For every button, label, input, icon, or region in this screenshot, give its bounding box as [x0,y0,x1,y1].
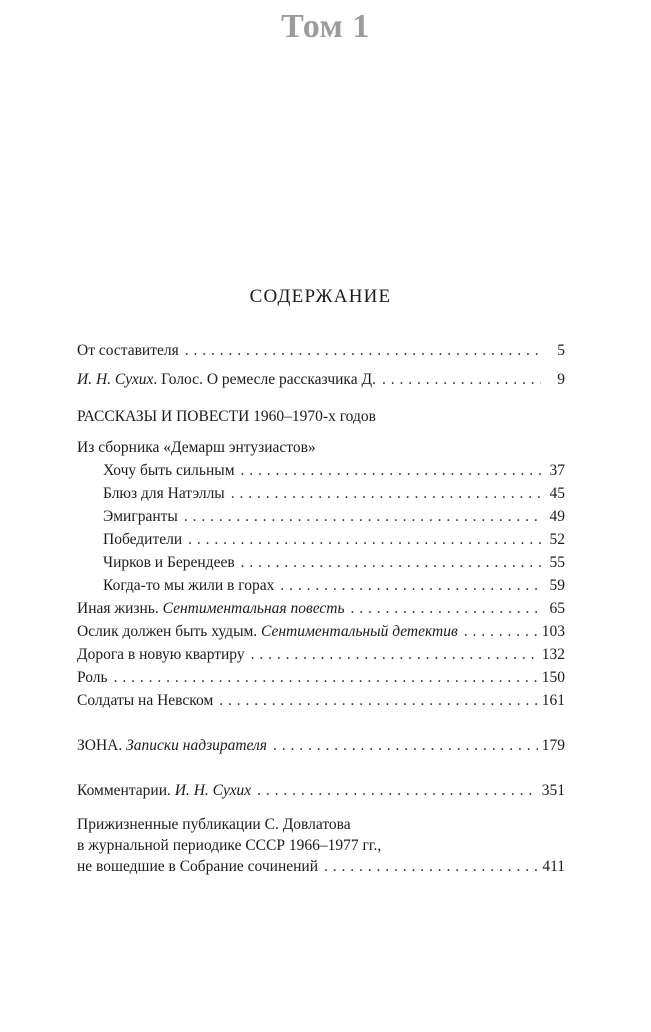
toc-entry[interactable] [77,643,565,666]
toc-page-number: 132 [541,646,565,663]
dot-leader [280,574,541,597]
toc-entry[interactable] [77,505,565,528]
toc-entry-title: Чирков и Берендеев [103,554,235,571]
toc-title-main: Ослик должен быть худым. [77,623,262,640]
toc-entry-title: Роль [77,669,108,686]
toc-title-main: Иная жизнь. [77,600,163,617]
toc-entry-title [77,368,376,391]
toc-page-number: 179 [541,737,565,754]
toc-title-main: ЗОНА. [77,737,127,754]
table-of-contents [77,339,565,877]
toc-page-number: 5 [557,342,565,359]
toc-entry-line: Прижизненные публикации С. Довлатова [77,816,351,833]
toc-author-italic: И. Н. Сухих [77,371,154,388]
toc-entry-title: Солдаты на Невском [77,692,214,709]
toc-page-number: 103 [541,623,565,640]
toc-entry-publications[interactable] [77,814,565,877]
toc-entry-title: Победители [103,531,183,548]
toc-entry-title: Дорога в новую квартиру [77,646,245,663]
dot-leader [382,368,541,391]
toc-entry-title: Когда-то мы жили в горах [103,577,275,594]
volume-title: Том 1 [281,8,370,45]
toc-page-number: 351 [541,782,565,799]
toc-page-number: 161 [541,692,565,709]
toc-entry-compiler-note[interactable] [77,339,565,362]
dot-leader [185,339,541,362]
collection-heading: Из сборника «Демарш энтузиастов» [77,439,316,456]
toc-entry[interactable] [77,574,565,597]
toc-page-number: 49 [549,508,565,525]
toc-entry[interactable] [77,597,565,620]
toc-entry-title [77,779,251,802]
toc-page-number: 65 [549,600,565,617]
dot-leader [241,551,541,574]
toc-subtitle-italic: Сентиментальная повесть [162,600,345,617]
toc-entry-line: в журнальной периодике СССР 1966–1977 гг., [77,837,382,854]
toc-entry[interactable] [77,551,565,574]
toc-page-number: 55 [549,554,565,571]
toc-entry-essay[interactable] [77,368,565,391]
toc-page-number: 52 [549,531,565,548]
toc-title-main: Комментарии. [77,782,175,799]
toc-page-number: 411 [542,858,565,875]
section-heading: РАССКАЗЫ И ПОВЕСТИ 1960–1970-х годов [77,408,376,425]
toc-entry-commentary[interactable] [77,779,565,802]
toc-entry-title: Блюз для Натэллы [103,485,225,502]
dot-leader [231,482,541,505]
toc-page-number: 45 [549,485,565,502]
toc-subtitle-italic: Сентиментальный детектив [261,623,458,640]
dot-leader [184,505,541,528]
contents-heading: СОДЕРЖАНИЕ [249,286,392,307]
toc-entry-last-line [77,856,565,877]
dot-leader [257,779,538,802]
toc-entry-title: не вошедшие в Собрание сочинений [77,858,319,875]
dot-leader [219,689,537,712]
dot-leader [464,620,538,643]
toc-entry-title [77,734,267,757]
toc-entry-title [77,597,345,620]
toc-entry-title: Хочу быть сильным [103,462,235,479]
toc-entry-zone[interactable] [77,734,565,757]
toc-entry-title [77,620,458,643]
toc-entry[interactable] [77,482,565,505]
toc-entry-title: Эмигранты [103,508,178,525]
dot-leader [251,643,538,666]
toc-entry[interactable] [77,459,565,482]
toc-entry[interactable] [77,620,565,643]
toc-page-number: 150 [541,669,565,686]
dot-leader [324,856,538,877]
toc-entry[interactable] [77,666,565,689]
dot-leader [188,528,541,551]
toc-entry-title: От составителя [77,342,179,359]
toc-page-number: 9 [557,371,565,388]
dot-leader [273,734,538,757]
toc-page-number: 37 [549,462,565,479]
toc-subtitle-italic: Записки надзирателя [126,737,268,754]
dot-leader [241,459,541,482]
toc-entry[interactable] [77,689,565,712]
toc-title-rest: . Голос. О ремесле рассказчика Д. [153,371,376,388]
dot-leader [351,597,541,620]
toc-author-italic: И. Н. Сухих [174,782,252,799]
toc-page-number: 59 [549,577,565,594]
dot-leader [114,666,538,689]
toc-entry[interactable] [77,528,565,551]
